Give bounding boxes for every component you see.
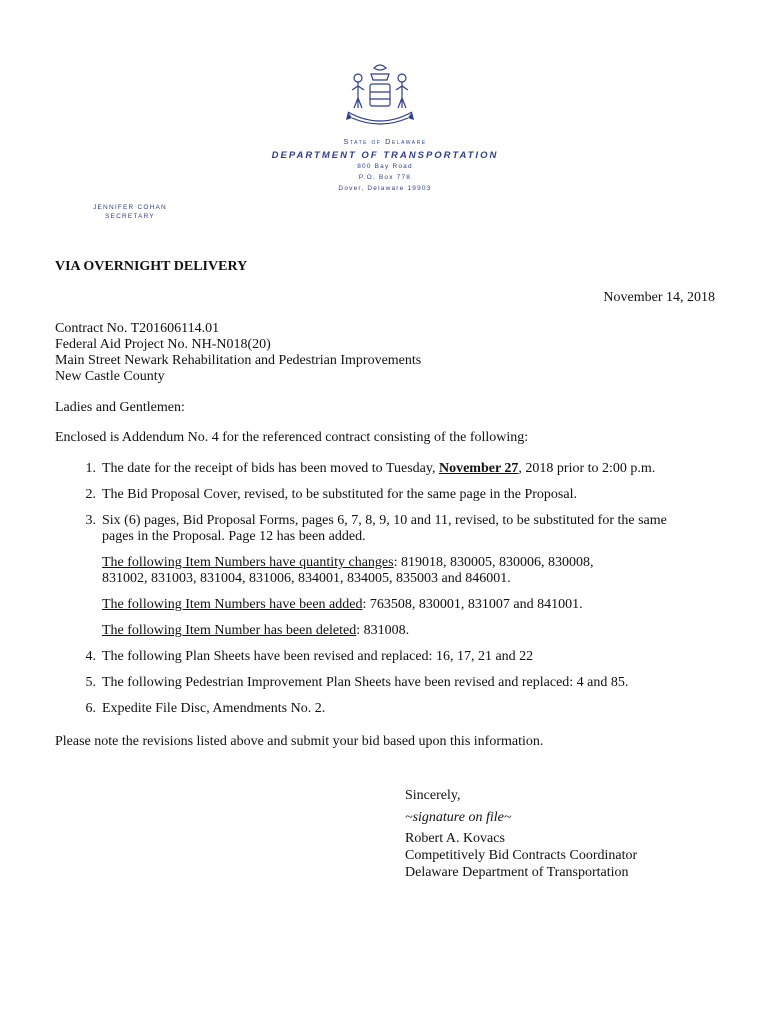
quantity-changes-note: The following Item Numbers have quantity changes: 819018, 830005, 830006, 830008, 831002, 831003, 831004, 831006, 834001, 834005, 835003 and 846001. xyxy=(102,555,594,586)
list-number: 2. xyxy=(85,487,96,502)
closing-paragraph: Please note the revisions listed above and submit your bid based upon this information. xyxy=(55,734,544,749)
letterhead-address-line: P.O. Box 778 xyxy=(358,174,412,181)
letterhead-department: DEPARTMENT OF TRANSPORTATION xyxy=(271,150,499,161)
list-number: 6. xyxy=(85,701,96,716)
signer-title: Competitively Bid Contracts Coordinator xyxy=(405,848,638,863)
bid-date-highlight: November 27 xyxy=(438,461,519,476)
salutation: Ladies and Gentlemen: xyxy=(55,400,185,415)
list-text: The Bid Proposal Cover, revised, to be substituted for the same page in the Proposal. xyxy=(102,487,577,502)
secretary-name: JENNIFER COHAN xyxy=(93,204,167,211)
list-text: Expedite File Disc, Amendments No. 2. xyxy=(102,701,326,716)
contract-number: Contract No. T201606114.01 xyxy=(55,321,220,336)
state-seal-icon xyxy=(344,62,416,134)
signer-organization: Delaware Department of Transportation xyxy=(405,865,629,880)
secretary-title: SECRETARY xyxy=(105,213,155,220)
federal-project-number: Federal Aid Project No. NH-N018(20) xyxy=(55,337,271,352)
list-text: The following Pedestrian Improvement Plan Sheets have been revised and replaced: 4 and 85. xyxy=(102,675,629,690)
project-name: Main Street Newark Rehabilitation and Pedestrian Improvements xyxy=(55,353,422,368)
delivery-method: VIA OVERNIGHT DELIVERY xyxy=(55,259,248,274)
letterhead-address-line: 800 Bay Road xyxy=(357,163,413,170)
list-text: The date for the receipt of bids has been moved to Tuesday, November 27, 2018 prior to 2:00 p.m. xyxy=(102,461,656,476)
signature-line: ~signature on file~ xyxy=(405,810,512,825)
items-added-note: The following Item Numbers have been added: 763508, 830001, 831007 and 841001. xyxy=(102,597,583,612)
item-deleted-note: The following Item Number has been deleted: 831008. xyxy=(102,623,410,638)
signer-name: Robert A. Kovacs xyxy=(405,831,505,846)
list-number: 3. xyxy=(85,513,96,528)
intro-paragraph: Enclosed is Addendum No. 4 for the referenced contract consisting of the following: xyxy=(55,430,529,445)
letter-date: November 14, 2018 xyxy=(603,290,715,305)
county: New Castle County xyxy=(55,369,165,384)
letterhead-address-line: Dover, Delaware 19903 xyxy=(338,185,432,192)
letterhead-state: State of Delaware xyxy=(343,137,427,146)
complimentary-close: Sincerely, xyxy=(405,788,461,803)
list-number: 5. xyxy=(85,675,96,690)
list-text: Six (6) pages, Bid Proposal Forms, pages 6, 7, 8, 9, 10 and 11, revised, to be substituted for the same pages in the Proposal. Page 12 has been added. xyxy=(102,513,667,544)
list-number: 4. xyxy=(85,649,96,664)
list-number: 1. xyxy=(85,461,96,476)
list-text: The following Plan Sheets have been revised and replaced: 16, 17, 21 and 22 xyxy=(102,649,534,664)
